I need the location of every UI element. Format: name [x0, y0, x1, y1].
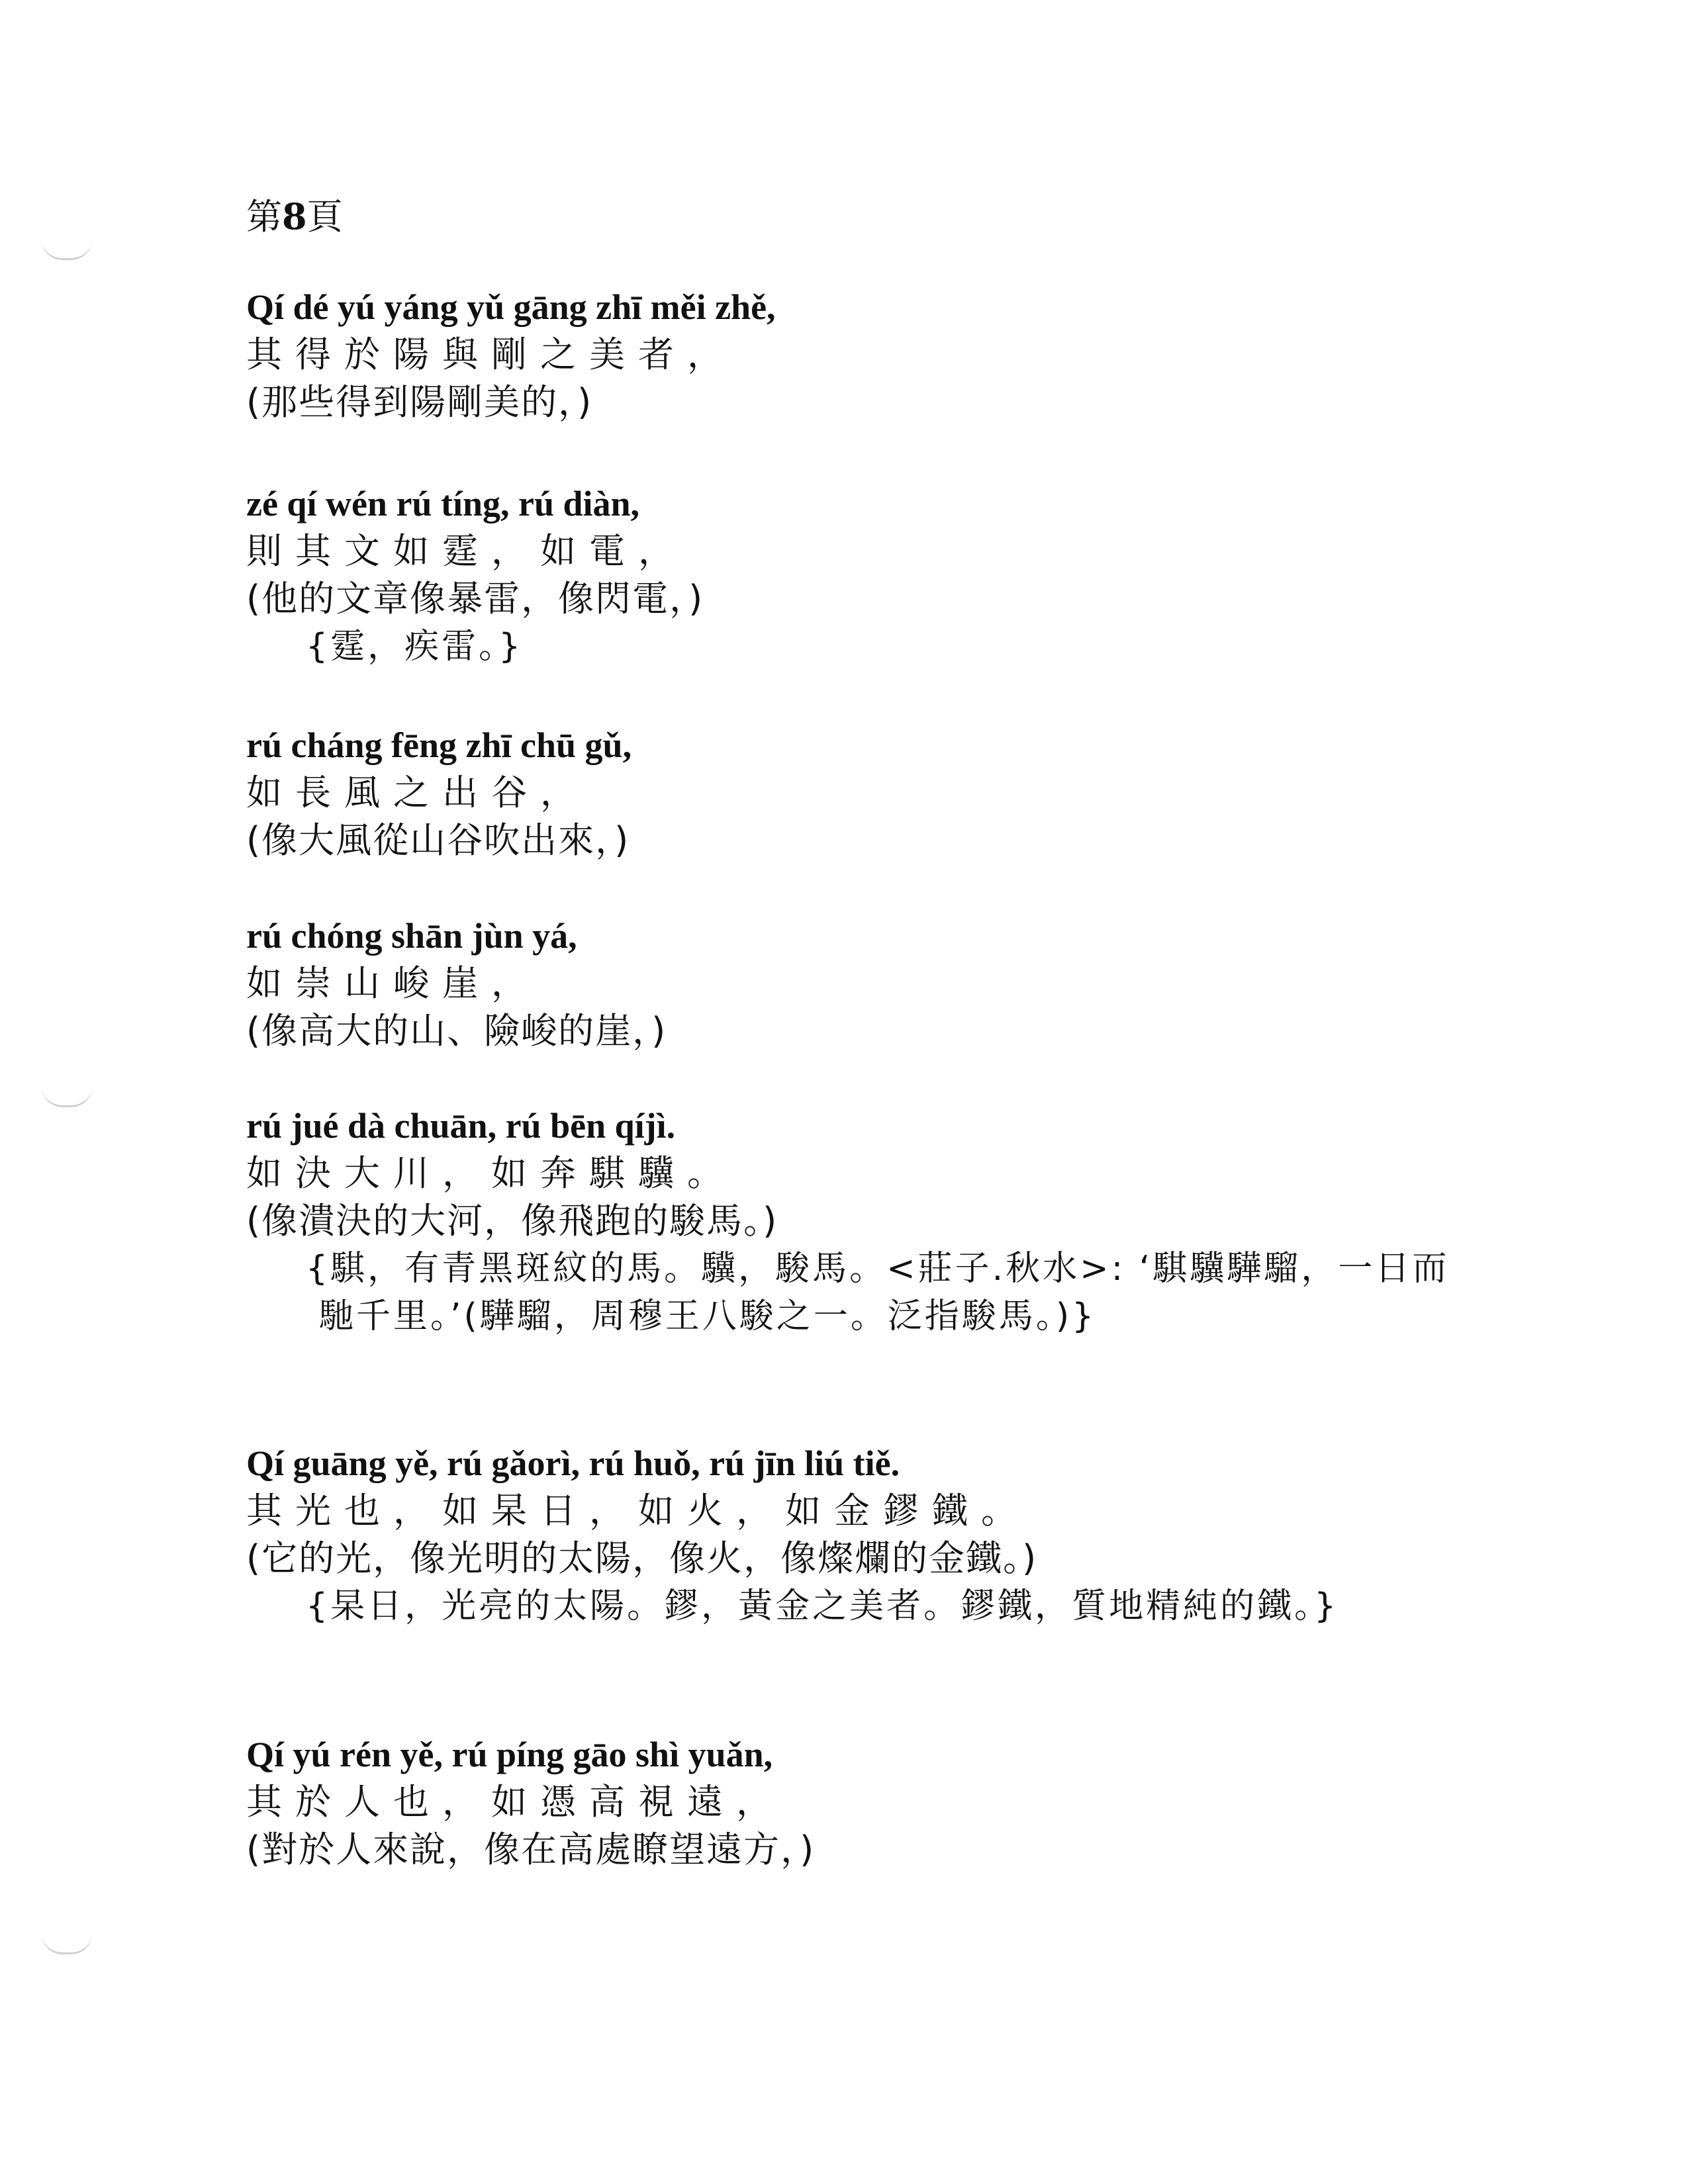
verse-translation: (他的文章像暴雷，像閃電，) [246, 578, 704, 619]
verse-pinyin: rú chóng shān jùn yá, [246, 916, 577, 956]
verse-chinese: 如崇山峻崖， [246, 962, 540, 1004]
verse-pinyin: Qí dé yú yáng yǔ gāng zhī měi zhě, [246, 287, 776, 327]
verse-2 [246, 480, 1504, 670]
binder-hole-mark-top [41, 238, 93, 260]
verse-translation: (像高大的山、險峻的崖，) [246, 1010, 667, 1052]
verse-note: {杲日，光亮的太陽。鏐，黃金之美者。鏐鐵，質地精純的鐵。} [306, 1586, 1339, 1626]
verse-chinese: 則其文如霆，如電， [246, 530, 687, 572]
verse-chinese: 其於人也，如憑高視遠， [246, 1781, 785, 1823]
page-number-prefix: 第 [246, 196, 282, 238]
verse-1 [246, 283, 1504, 426]
verse-translation: (那些得到陽剛美的，) [246, 381, 593, 423]
verse-note: {騏，有青黑斑紋的馬。驥，駿馬。<莊子.秋水>: ‘騏驥驊騮，一日而馳千里。’(驊騮，周穆王八駿之一。泛指駿馬。)} [306, 1249, 1450, 1336]
verse-chinese: 其得於陽與剛之美者， [246, 334, 736, 375]
verse-5 [246, 1102, 1504, 1340]
verse-pinyin: Qí yú rén yě, rú píng gāo shì yuǎn, [246, 1735, 773, 1774]
verse-7 [246, 1731, 1504, 1874]
verse-translation: (它的光，像光明的太陽，像火，像燦爛的金鐵。) [246, 1537, 1038, 1579]
verse-chinese: 如決大川，如奔騏驥。 [246, 1152, 736, 1194]
verse-translation: (像大風從山谷吹出來，) [246, 819, 630, 861]
binder-hole-mark-bottom [41, 1933, 93, 1954]
verse-note: {霆，疾雷。} [306, 627, 524, 666]
binder-hole-mark-middle [41, 1085, 93, 1107]
page-number-value: 8 [282, 195, 307, 238]
page-number-suffix: 頁 [306, 196, 343, 238]
page-number [246, 195, 343, 238]
verse-chinese: 如長風之出谷， [246, 772, 589, 813]
verse-chinese: 其光也，如杲日，如火，如金鏐鐵。 [246, 1490, 1030, 1531]
verse-pinyin: zé qí wén rú tíng, rú diàn, [246, 484, 640, 523]
verse-pinyin: Qí guāng yě, rú gǎorì, rú huǒ, rú jīn liú tiě. [246, 1443, 900, 1483]
verse-3 [246, 721, 1504, 864]
verse-6 [246, 1439, 1504, 1630]
verse-translation: (像潰決的大河，像飛跑的駿馬。) [246, 1200, 778, 1242]
verse-translation: (對於人來說，像在高處瞭望遠方，) [246, 1829, 816, 1870]
verse-pinyin: rú cháng fēng zhī chū gǔ, [246, 725, 632, 765]
verse-4 [246, 912, 1504, 1055]
verse-pinyin: rú jué dà chuān, rú bēn qíjì. [246, 1106, 676, 1146]
